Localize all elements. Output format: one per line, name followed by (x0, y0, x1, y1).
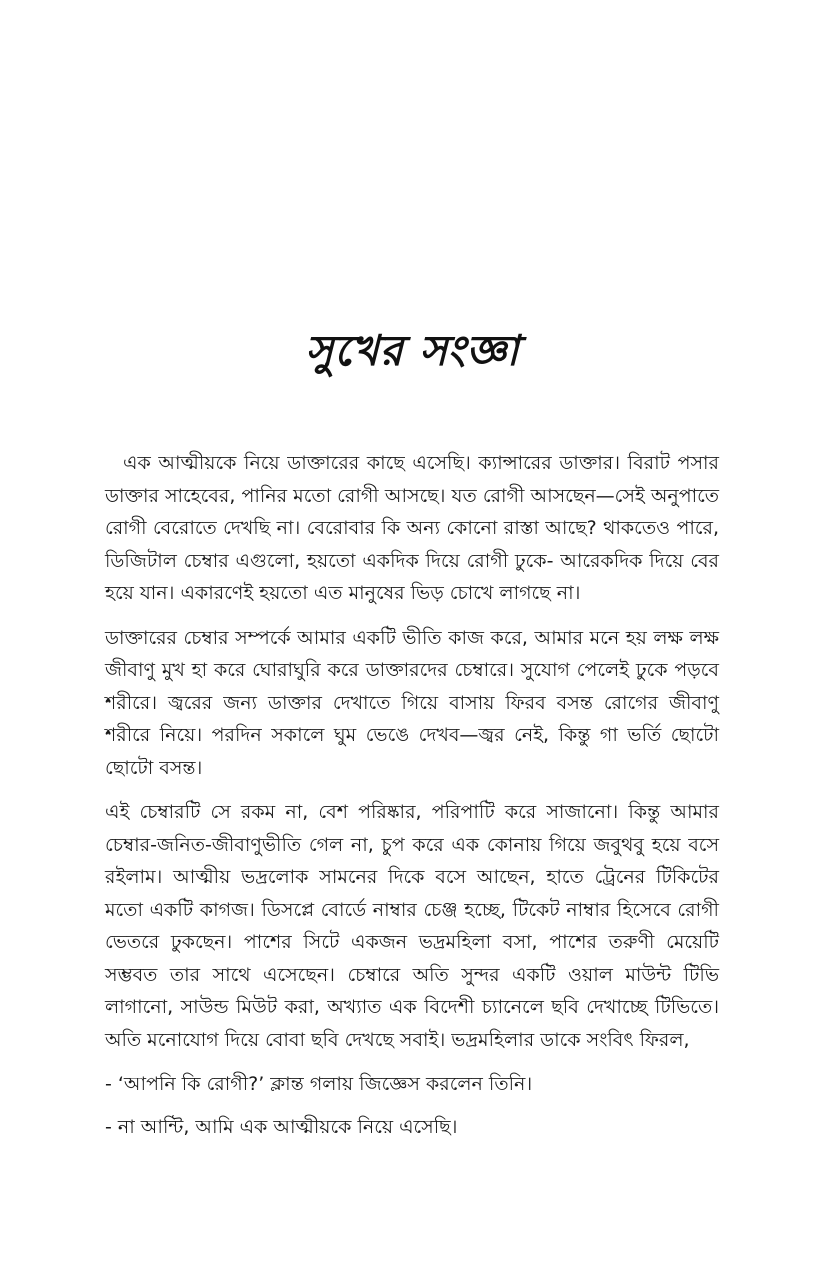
paragraph: এক আত্মীয়কে নিয়ে ডাক্তারের কাছে এসেছি। ক্যান্সারের ডাক্তার। বিরাট পসার ডাক্তার সাহেবের, পানির মতো রোগী আসছে। যত রোগী আসছেন—সেই অনুপাতে রোগী বেরোতে দেখছি না। বেরোবার কি অন্য কোনো রাস্তা আছে? থাকতেও পারে, ডিজিটাল চেম্বার এগুলো, হয়তো একদিক দিয়ে রোগী ঢুকে- আরেকদিক দিয়ে বের হয়ে যান। একারণেই হয়তো এত মানুষের ভিড় চোখে লাগছে না। (105, 452, 719, 604)
paragraph: ডাক্তারের চেম্বার সম্পর্কে আমার একটি ভীতি কাজ করে, আমার মনে হয় লক্ষ লক্ষ জীবাণু মুখ হা করে ঘোরাঘুরি করে ডাক্তারদের চেম্বারে। সুযোগ পেলেই ঢুকে পড়বে শরীরে। জ্বরের জন্য ডাক্তার দেখাতে গিয়ে বাসায় ফিরব বসন্ত রোগের জীবাণু শরীরে নিয়ে। পরদিন সকালে ঘুম ভেঙে দেখব—জ্বর নেই, কিন্তু গা ভর্তি ছোটো ছোটো বসন্ত। (105, 626, 719, 779)
chapter-body (105, 447, 719, 1153)
dialogue-line: - না আন্টি, আমি এক আত্মীয়কে নিয়ে এসেছি। (105, 1115, 458, 1138)
paragraph: এই চেম্বারটি সে রকম না, বেশ পরিষ্কার, পরিপাটি করে সাজানো। কিন্তু আমার চেম্বার-জনিত-জীবাণুভীতি গেল না, চুপ করে এক কোনায় গিয়ে জবুথবু হয়ে বসে রইলাম। আত্মীয় ভদ্রলোক সামনের দিকে বসে আছেন, হাতে ট্রেনের টিকিটের মতো একটি কাগজ। ডিসপ্লে বোর্ডে নাম্বার চেঞ্জ হচ্ছে, টিকেট নাম্বার হিসেবে রোগী ভেতরে ঢুকছেন। পাশের সিটে একজন ভদ্রমহিলা বসা, পাশের তরুণী মেয়েটি সম্ভবত তার সাথে এসেছেন। চেম্বারে অতি সুন্দর একটি ওয়াল মাউন্ট টিভি লাগানো, সাউন্ড মিউট করা, অখ্যাত এক বিদেশী চ্যানেলে ছবি দেখাচ্ছে টিভিতে। অতি মনোযোগ দিয়ে বোবা ছবি দেখছে সবাই। ভদ্রমহিলার ডাকে সংবিৎ ফিরল, (105, 801, 719, 1051)
dialogue-line: - ‘আপনি কি রোগী?’ ক্লান্ত গলায় জিজ্ঞেস করলেন তিনি। (105, 1073, 533, 1095)
chapter-title: সুখের সংজ্ঞা (305, 326, 520, 375)
